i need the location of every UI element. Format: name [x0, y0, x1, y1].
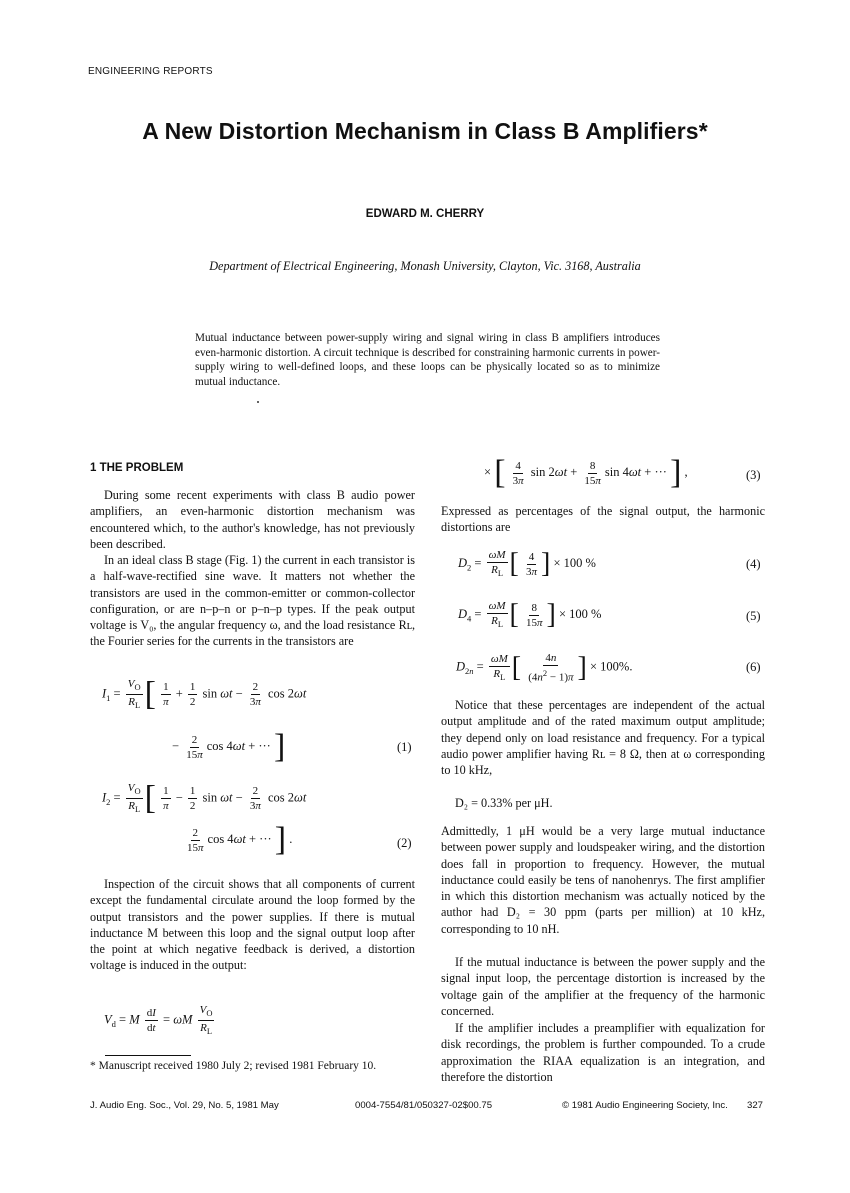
footer-page-number: 327	[747, 1100, 764, 1111]
right-paragraph-2: Notice that these percentages are independent of the actual output amplitude and of the rated maximum output amplitude; they depend only on load resistance and frequency. For a typical audio power amplifier having Rʟ = 8 Ω, then at ω corresponding to 10 kHz,	[441, 698, 765, 778]
right-paragraph-3: Admittedly, 1 μH would be a very large mutual inductance between power supply and loudspeaker wiring, and the distortion does fall in proportion to frequency. However, the mutual inductance could easily be tens of nanohenrys. The first amplifier in which this distortion mechanism was actually noticed by the author had D₂ = 30 ppm (parts per million) at 10 kHz, corresponding to 10 nH.	[441, 824, 765, 936]
left-paragraph-2: In an ideal class B stage (Fig. 1) the current in each transistor is a half-wave-rectified sine wave. It matters not whether the transistors are used in the common-emitter or common-collector configuration, or are n–p–n or p–n–p types. If the peak output voltage is V₀, the angular frequency ω, and the load resistance Rʟ, the Fourier series for the currents in the transistors are	[90, 553, 415, 649]
footnote: * Manuscript received 1980 July 2; revised 1981 February 10.	[90, 1060, 377, 1072]
equation-2-line-2: $\frac{2}{15\pi}$ cos 4ωt + ··· ] .	[187, 821, 293, 858]
section-heading: 1 THE PROBLEM	[90, 462, 184, 474]
right-paragraph-4: If the mutual inductance is between the power supply and the signal input loop, the percentage distortion is increased by the voltage gain of the amplifier at the frequency of the harmonic concerned.	[441, 955, 765, 1018]
left-paragraph-1: During some recent experiments with class B audio power amplifiers, an even-harmonic distortion mechanism was encountered which, to the author's knowledge, has not previously been described.	[90, 488, 415, 551]
equation-4-number: (4)	[746, 557, 761, 571]
footer-copyright: © 1981 Audio Engineering Society, Inc.	[562, 1100, 728, 1111]
abstract: Mutual inductance between power-supply wiring and signal wiring in class B amplifiers introduces even-harmonic distortion. A circuit technique is described for constraining harmonic currents in power-supply wiring to well-defined loops, and these loops can be physically located so as to minimize mutual inductance.	[195, 332, 660, 388]
equation-vd: $V_d = M$ $\frac{dI}{dt}$ = ωM $\frac{V_O}{R_L}$	[104, 1004, 213, 1037]
equation-2-number: (2)	[397, 836, 412, 850]
footnote-rule	[105, 1055, 191, 1056]
d2-value-line: D₂ = 0.33% per μH.	[455, 796, 553, 810]
article-title: A New Distortion Mechanism in Class B Amplifiers*	[142, 118, 708, 144]
running-head: ENGINEERING REPORTS	[88, 66, 213, 77]
equation-6: $D_{2n}$ = $\frac{\omega M}{R_L}$ [ $\frac{4n}{(4n^2 - 1)\pi}$ ] × 100%.	[456, 651, 633, 684]
equation-6-number: (6)	[746, 660, 761, 674]
right-paragraph-5: If the amplifier includes a preamplifier with equalization for disk recordings, the problem is further compounded. To a crude approximation the RIAA equalization is an integration, and therefore the distortion	[441, 1021, 765, 1084]
equation-2-line-1: $I_2$ = $\frac{V_O}{R_L}$ [ $\frac{1}{\pi}$ − $\frac{1}{2}$ sin ωt − $\frac{2}{3\pi}$ cos 2ωt	[102, 779, 307, 817]
author-name: EDWARD M. CHERRY	[365, 208, 485, 220]
equation-3-continuation: × [ $\frac{4}{3\pi}$ sin 2ωt + $\frac{8}{15\pi}$ sin 4ωt + ··· ] ,	[484, 454, 688, 491]
left-paragraph-3: Inspection of the circuit shows that all components of current except the fundamental circulate around the loop formed by the output transistors and the power supplies. If there is mutual inductance M between this loop and the signal output loop after the point at which negative feedback is derived, a distortion voltage is induced in the output:	[90, 877, 415, 973]
equation-1-line-2: − $\frac{2}{15\pi}$ cos 4ωt + ··· ]	[172, 728, 286, 765]
equation-5: $D_4$ = $\frac{\omega M}{R_L}$ [ $\frac{8}{15\pi}$ ] × 100 %	[458, 599, 602, 631]
equation-1-number: (1)	[397, 740, 412, 754]
author-affiliation: Department of Electrical Engineering, Monash University, Clayton, Vic. 3168, Australia	[209, 259, 641, 273]
equation-4: $D_2$ = $\frac{\omega M}{R_L}$ [ $\frac{4}{3\pi}$ ] × 100 %	[458, 548, 596, 580]
footer-journal: J. Audio Eng. Soc., Vol. 29, No. 5, 1981 May	[90, 1100, 279, 1111]
equation-1-line-1: $I_1$ = $\frac{V_O}{R_L}$ [ $\frac{1}{\pi}$ + $\frac{1}{2}$ sin ωt − $\frac{2}{3\pi}$ cos 2ωt	[102, 675, 307, 713]
right-paragraph-1: Expressed as percentages of the signal output, the harmonic distortions are	[441, 504, 765, 535]
stray-mark	[257, 401, 259, 403]
footer-code: 0004-7554/81/050327-02$00.75	[355, 1100, 493, 1111]
equation-5-number: (5)	[746, 609, 761, 623]
equation-3-number: (3)	[746, 468, 761, 482]
